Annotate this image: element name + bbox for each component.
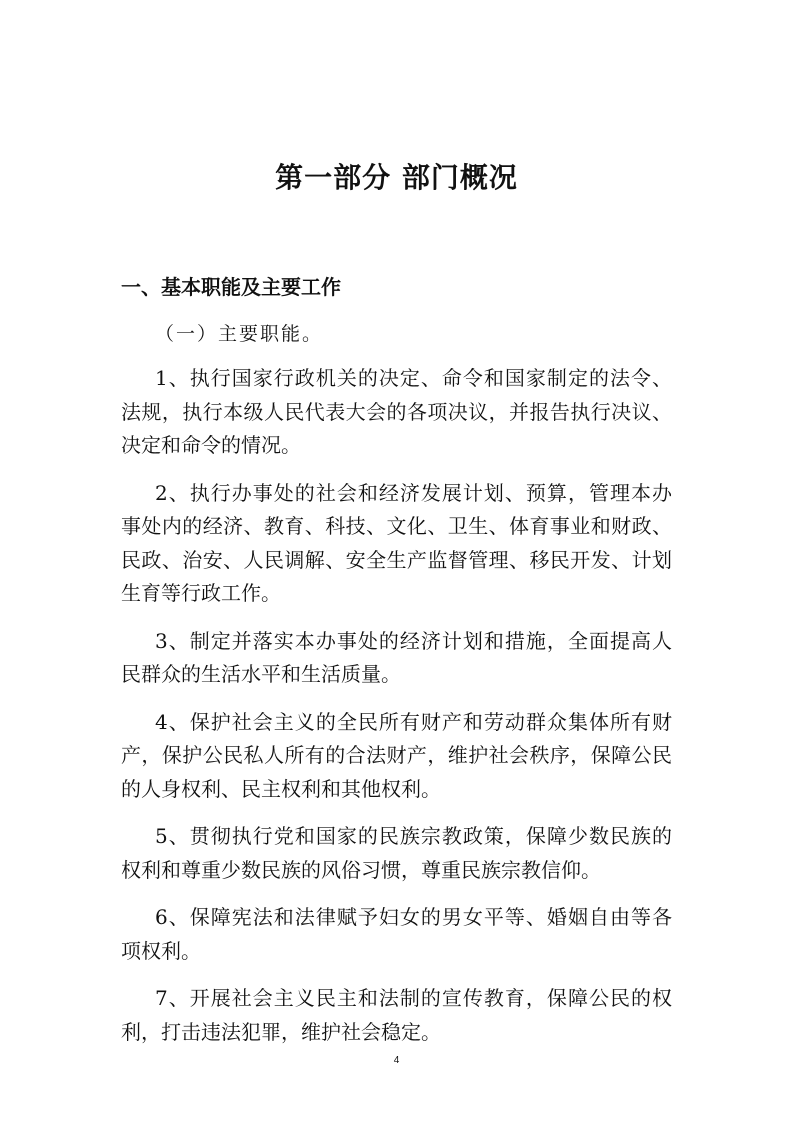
paragraph-line: 的人身权利、民主权利和其他权利。 (121, 776, 441, 801)
paragraph-line: 项权利。 (121, 938, 201, 963)
paragraph-line: 决定和命令的情况。 (121, 433, 301, 457)
paragraph-line: 法规，执行本级人民代表大会的各项决议，并报告执行决议、 (121, 399, 672, 424)
paragraph-line: 权利和尊重少数民族的风俗习惯，尊重民族宗教信仰。 (121, 857, 601, 882)
paragraph (121, 625, 672, 692)
paragraph-line: 5、贯彻执行党和国家的民族宗教政策，保障少数民族的 (155, 824, 672, 848)
page-title: 第一部分 部门概况 (275, 161, 518, 194)
paragraph (121, 901, 672, 968)
paragraph-line: 产，保护公民私人所有的合法财产，维护社会秩序，保障公民 (121, 743, 672, 767)
paragraph (121, 982, 672, 1049)
paragraph-line: 3、制定并落实本办事处的经济计划和措施，全面提高人 (155, 628, 672, 653)
paragraph (121, 477, 672, 611)
paragraph-line: 利，打击违法犯罪，维护社会稳定。 (121, 1019, 441, 1044)
paragraph-line: 生育等行政工作。 (121, 581, 281, 605)
paragraph-line: 7、开展社会主义民主和法制的宣传教育，保障公民的权 (155, 986, 672, 1010)
paragraph-line: 事处内的经济、教育、科技、文化、卫生、体育事业和财政、 (121, 514, 672, 538)
paragraph-line: 民政、治安、人民调解、安全生产监督管理、移民开发、计划 (121, 547, 672, 572)
paragraph (121, 820, 672, 887)
paragraph-list (121, 362, 672, 1049)
paragraph (121, 362, 672, 463)
document-body (121, 317, 672, 1063)
paragraph-line: 4、保护社会主义的全民所有财产和劳动群众集体所有财 (155, 709, 672, 734)
section-heading: 一、基本职能及主要工作 (121, 275, 341, 299)
paragraph-line: 2、执行办事处的社会和经济发展计划、预算，管理本办 (155, 480, 672, 505)
paragraph-line: 民群众的生活水平和生活质量。 (121, 662, 401, 686)
paragraph-line: 1、执行国家行政机关的决定、命令和国家制定的法令、 (155, 366, 672, 390)
paragraph-line: 6、保障宪法和法律赋予妇女的男女平等、婚姻自由等各 (155, 905, 672, 929)
page-number: 4 (393, 1055, 400, 1066)
paragraph (121, 706, 672, 807)
subheading: （一）主要职能。 (155, 323, 324, 345)
